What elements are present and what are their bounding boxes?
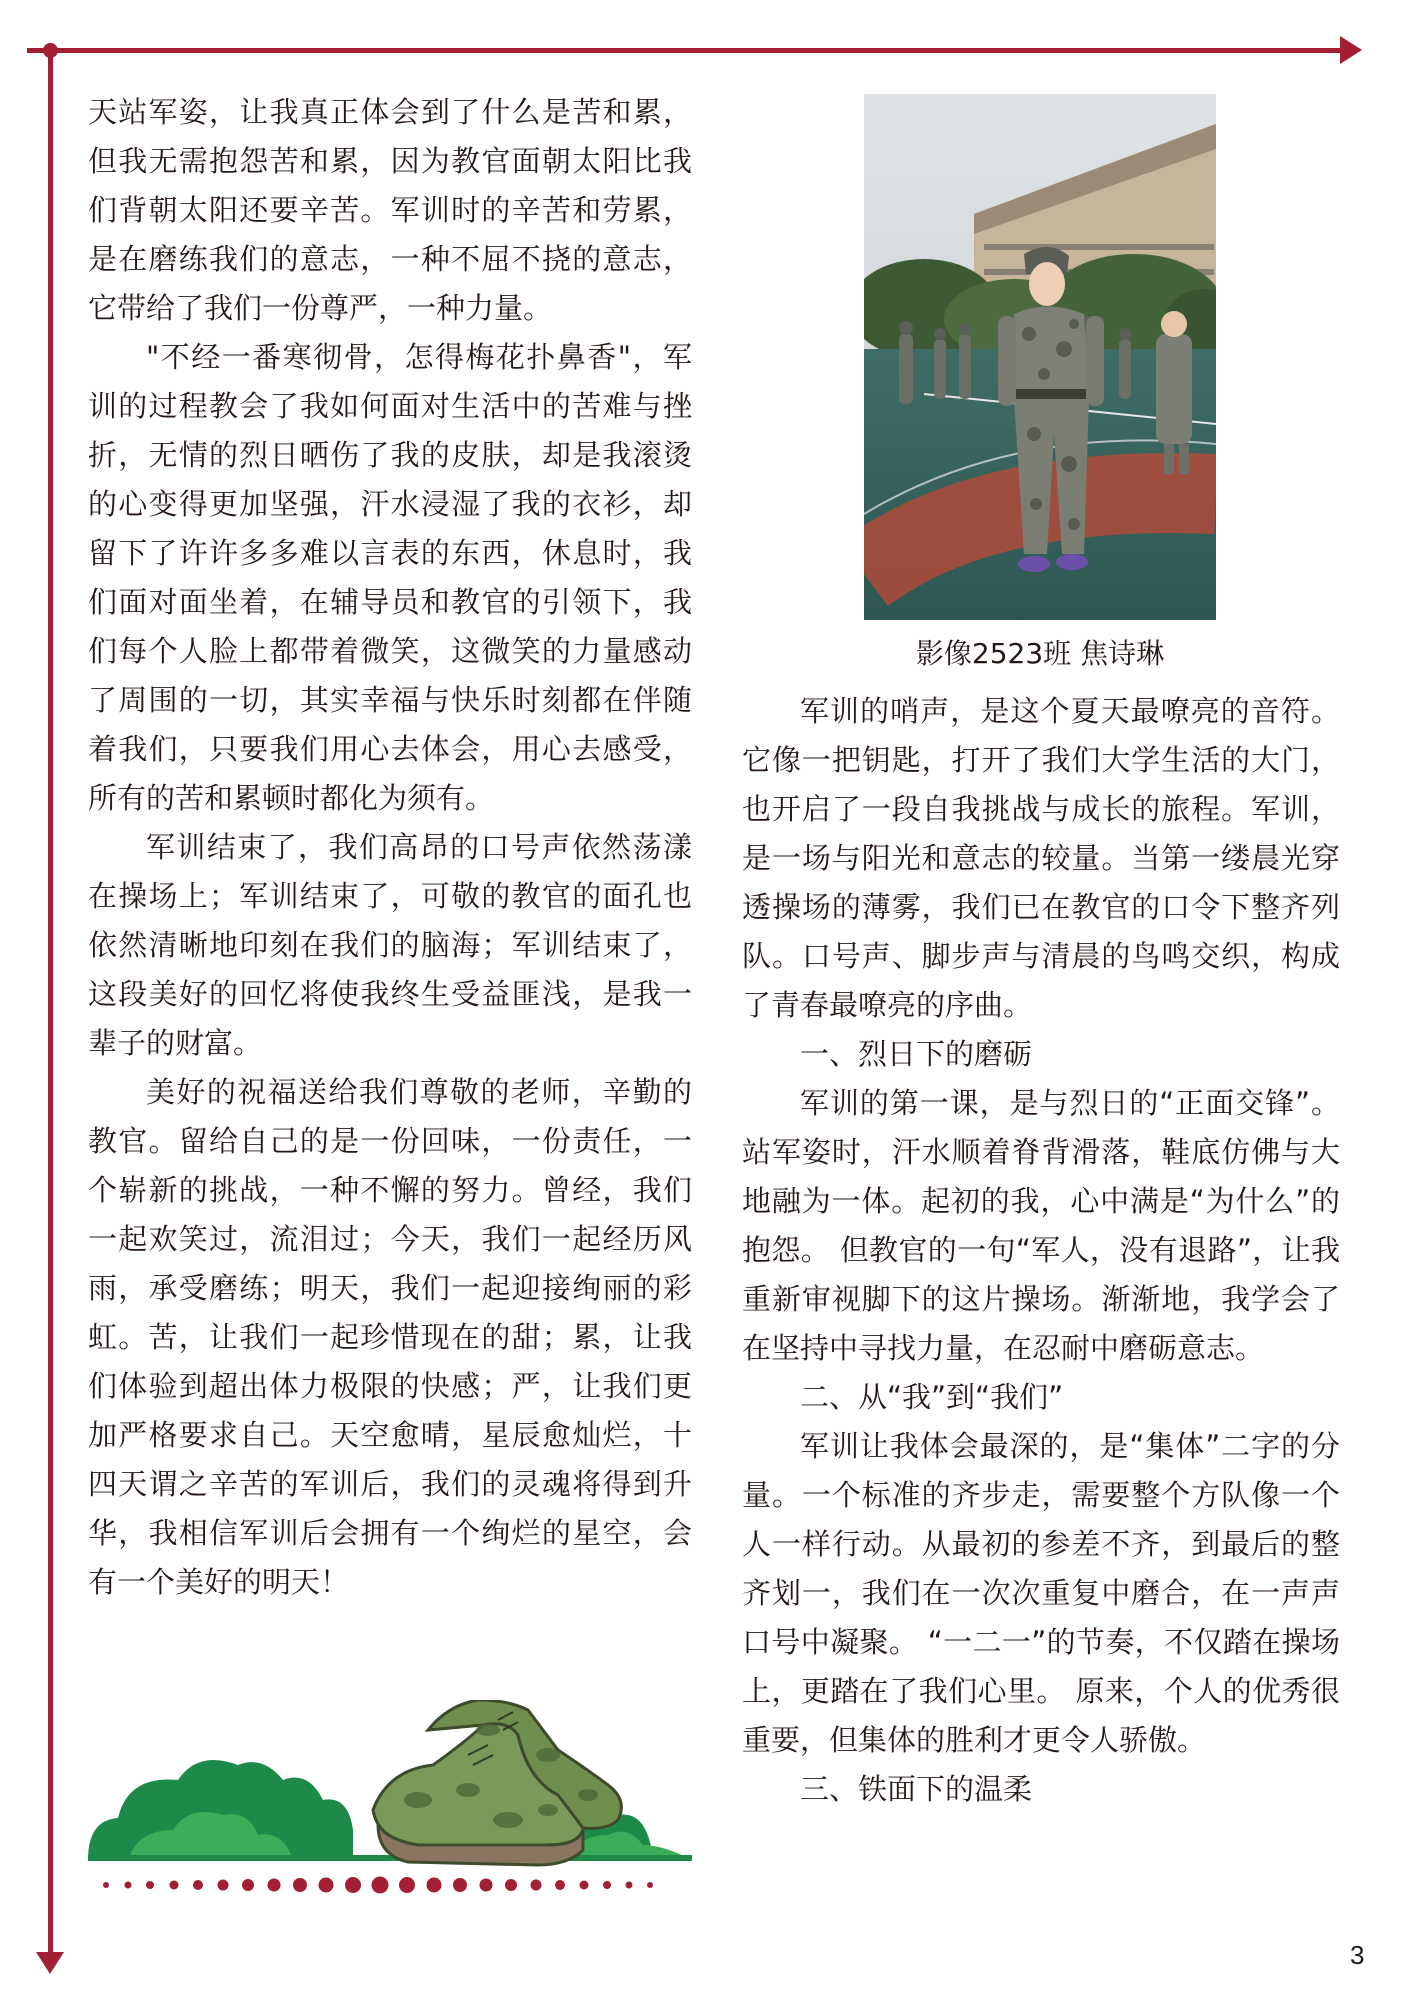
military-shoes-illustration bbox=[373, 1700, 621, 1865]
section1-paragraph: 军训的第一课，是与烈日的“正面交锋”。站军姿时，汗水顺着脊背滑落，鞋底仿佛与大地融为一体。起初的我，心中满是“为什么”的抱怨。 但教官的一句“军人，没有退路”，让我重新审视脚下的这片操场。渐渐地，我学会了在坚持中寻找力量，在忍耐中磨砺意志。 bbox=[742, 1086, 1340, 1365]
left-paragraph-4: 美好的祝福送给我们尊敬的老师，辛勤的教官。留给自己的是一份回味，一份责任，一个崭新的挑战，一种不懈的努力。曾经，我们一起欢笑过，流泪过；今天，我们一起经历风雨，承受磨练；明天，我们一起迎接绚丽的彩虹。苦，让我们一起珍惜现在的甜；累，让我们体验到超出体力极限的快感；严，让我们更加严格要求自己。天空愈晴，星辰愈灿烂，十四天谓之辛苦的军训后，我们的灵魂将得到升华，我相信军训后会拥有一个绚烂的星空，会有一个美好的明天！ bbox=[88, 1075, 692, 1599]
military-training-photo bbox=[864, 94, 1216, 620]
section3-heading: 三、铁面下的温柔 bbox=[800, 1772, 1033, 1806]
left-paragraph-2: "不经一番寒彻骨，怎得梅花扑鼻香"，军训的过程教会了我如何面对生活中的苦难与挫折，无情的烈日晒伤了我的皮肤，却是我滚烫的心变得更加坚强，汗水浸湿了我的衣衫，却留下了许许多多难以言表的东西，休息时，我们面对面坐着，在辅导员和教官的引领下，我们每个人脸上都带着微笑，这微笑的力量感动了周围的一切，其实幸福与快乐时刻都在伴随着我们，只要我们用心去体会，用心去感受，所有的苦和累顿时都化为须有。 bbox=[88, 340, 692, 815]
decorative-dotted-line bbox=[103, 1877, 653, 1894]
photo-caption: 影像2523班 焦诗琳 bbox=[915, 637, 1165, 670]
arrow-down-icon bbox=[36, 1952, 64, 1974]
arrow-right-icon bbox=[1340, 36, 1362, 64]
section1-heading: 一、烈日下的磨砺 bbox=[800, 1037, 1033, 1071]
bottom-illustration bbox=[88, 1700, 692, 1900]
right-intro-paragraph: 军训的哨声，是这个夏天最嘹亮的音符。它像一把钥匙，打开了我们大学生活的大门，也开启了一段自我挑战与成长的旅程。军训，是一场与阳光和意志的较量。当第一缕晨光穿透操场的薄雾，我们已在教官的口令下整齐列队。口号声、脚步声与清晨的鸟鸣交织，构成了青春最嘹亮的序曲。 bbox=[742, 694, 1340, 1022]
right-column bbox=[742, 687, 1340, 1814]
left-paragraph-1: 天站军姿，让我真正体会到了什么是苦和累，但我无需抱怨苦和累，因为教官面朝太阳比我们背朝太阳还要辛苦。军训时的辛苦和劳累，是在磨练我们的意志，一种不屈不挠的意志，它带给了我们一份尊严，一种力量。 bbox=[88, 95, 692, 325]
section2-heading: 二、从“我”到“我们” bbox=[800, 1380, 1064, 1414]
section2-paragraph: 军训让我体会最深的，是“集体”二字的分量。一个标准的齐步走，需要整个方队像一个人一样行动。从最初的参差不齐，到最后的整齐划一，我们在一次次重复中磨合，在一声声口号中凝聚。 “一二一”的节奏，不仅踏在操场上，更踏在了我们心里。 原来，个人的优秀很重要，但集体的胜利才更令人骄傲。 bbox=[742, 1429, 1340, 1757]
frame-corner-dot bbox=[43, 43, 58, 58]
frame-left-line bbox=[48, 48, 53, 1956]
left-column bbox=[88, 88, 692, 1607]
left-paragraph-3: 军训结束了，我们高昂的口号声依然荡漾在操场上；军训结束了，可敬的教官的面孔也依然清晰地印刻在我们的脑海；军训结束了，这段美好的回忆将使我终生受益匪浅，是我一辈子的财富。 bbox=[88, 830, 692, 1060]
frame-top-line bbox=[27, 48, 1345, 53]
page-number: 3 bbox=[1350, 1940, 1365, 1970]
